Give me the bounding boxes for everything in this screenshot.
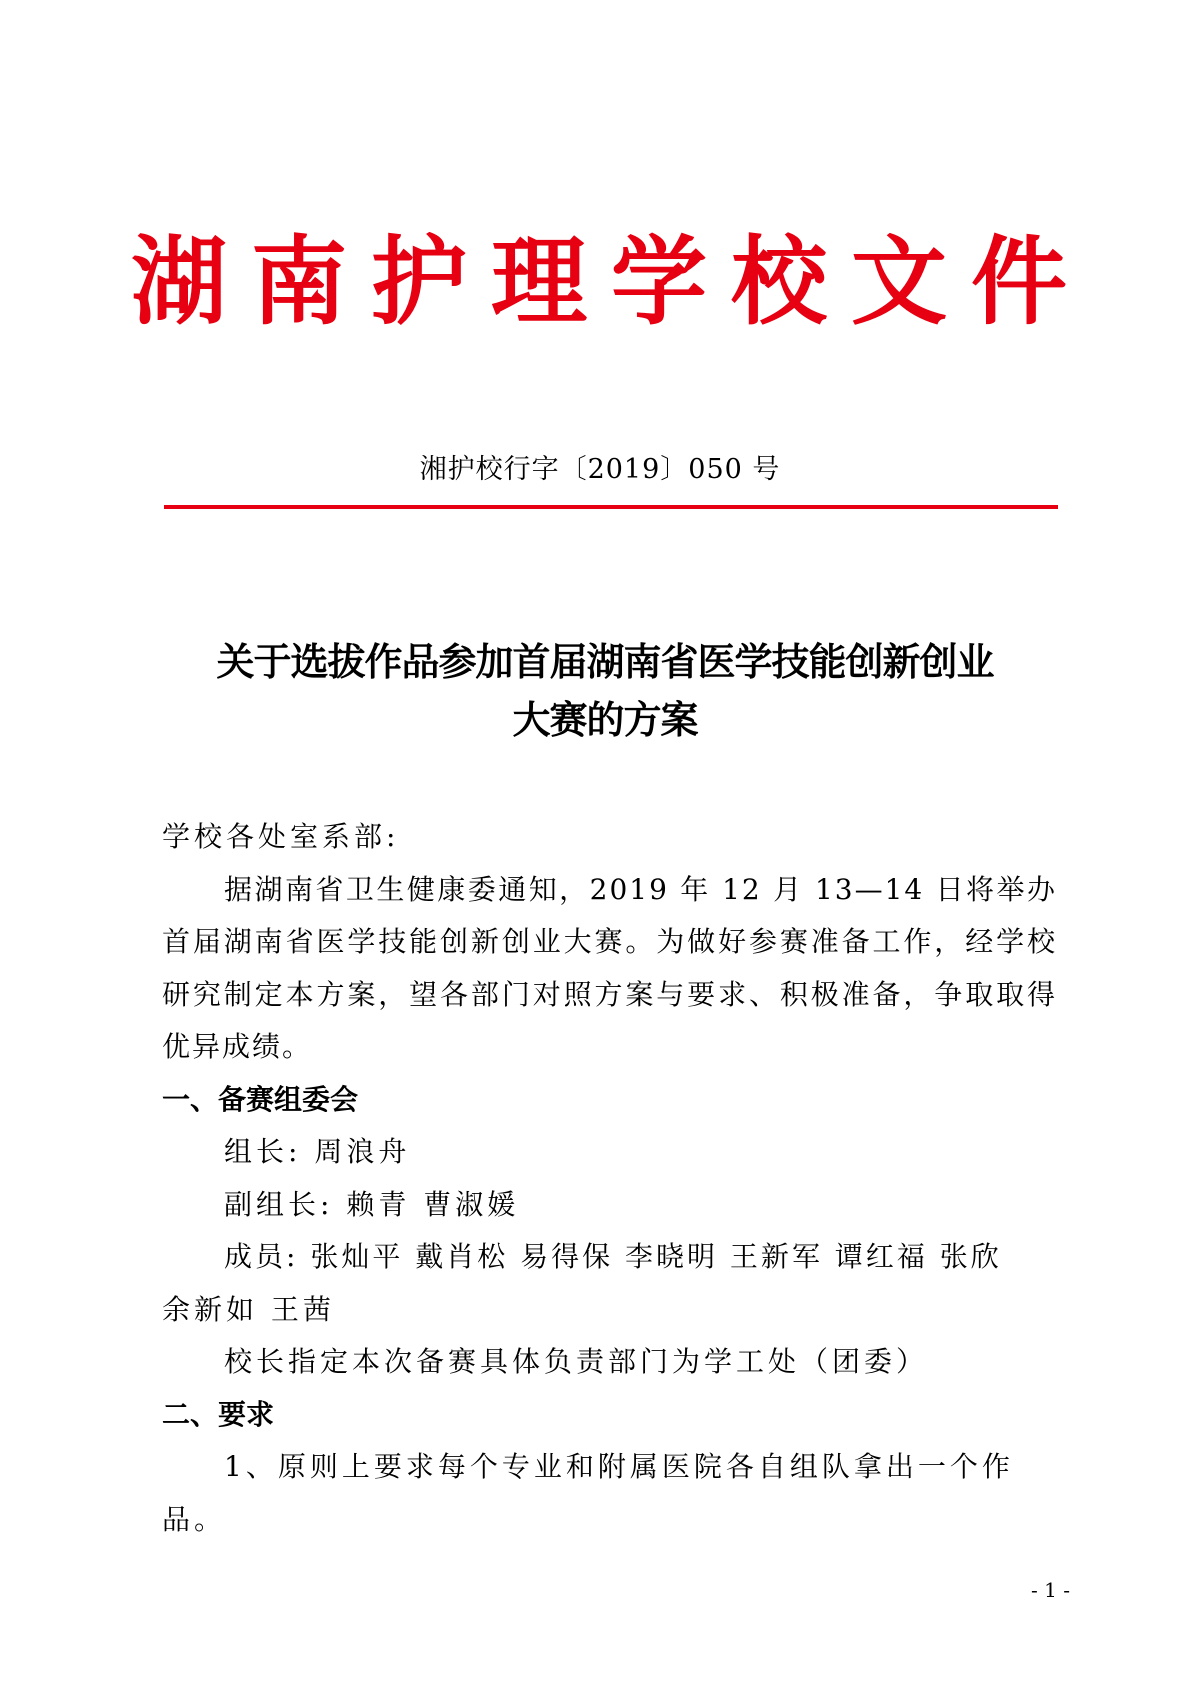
- committee-members-line-2: 余新如 王茜: [162, 1292, 335, 1326]
- committee-leader: 组长: 周浪舟: [224, 1135, 411, 1168]
- responsible-department-note: 校长指定本次备赛具体负责部门为学工处（团委）: [224, 1345, 929, 1378]
- document-title-line-1: 关于选拔作品参加首届湖南省医学技能创新创业: [216, 639, 994, 684]
- salutation: 学校各处室系部:: [162, 820, 400, 853]
- page-number: - 1 -: [1031, 1578, 1070, 1602]
- committee-deputy: 副组长: 赖青 曹淑媛: [224, 1187, 520, 1221]
- committee-members-line-1: 成员: 张灿平 戴肖松 易得保 李晓明 王新军 谭红福 张欣: [224, 1240, 1002, 1273]
- red-divider-rule: [164, 505, 1058, 509]
- section-heading-committee: 一、备赛组委会: [162, 1082, 359, 1116]
- section-heading-requirements: 二、要求: [162, 1397, 275, 1431]
- intro-paragraph: 据湖南省卫生健康委通知，2019 年 12 月 13—14 日将举办首届湖南省医学技能创新创业大赛。为做好参赛准备工作，经学校研究制定本方案，望各部门对照方案与要求、积极准备，争取取得优异成绩。: [162, 872, 1057, 1063]
- requirement-item-1: 1、原则上要求每个专业和附属医院各自组队拿出一个作品。: [162, 1450, 1014, 1536]
- document-number: 湘护校行字〔2019〕050 号: [419, 454, 781, 485]
- document-body: [162, 811, 1057, 1546]
- document-title: [150, 633, 1060, 749]
- document-title-line-2: 大赛的方案: [512, 697, 698, 742]
- document-header-title: 湖南护理学校文件: [131, 225, 1091, 338]
